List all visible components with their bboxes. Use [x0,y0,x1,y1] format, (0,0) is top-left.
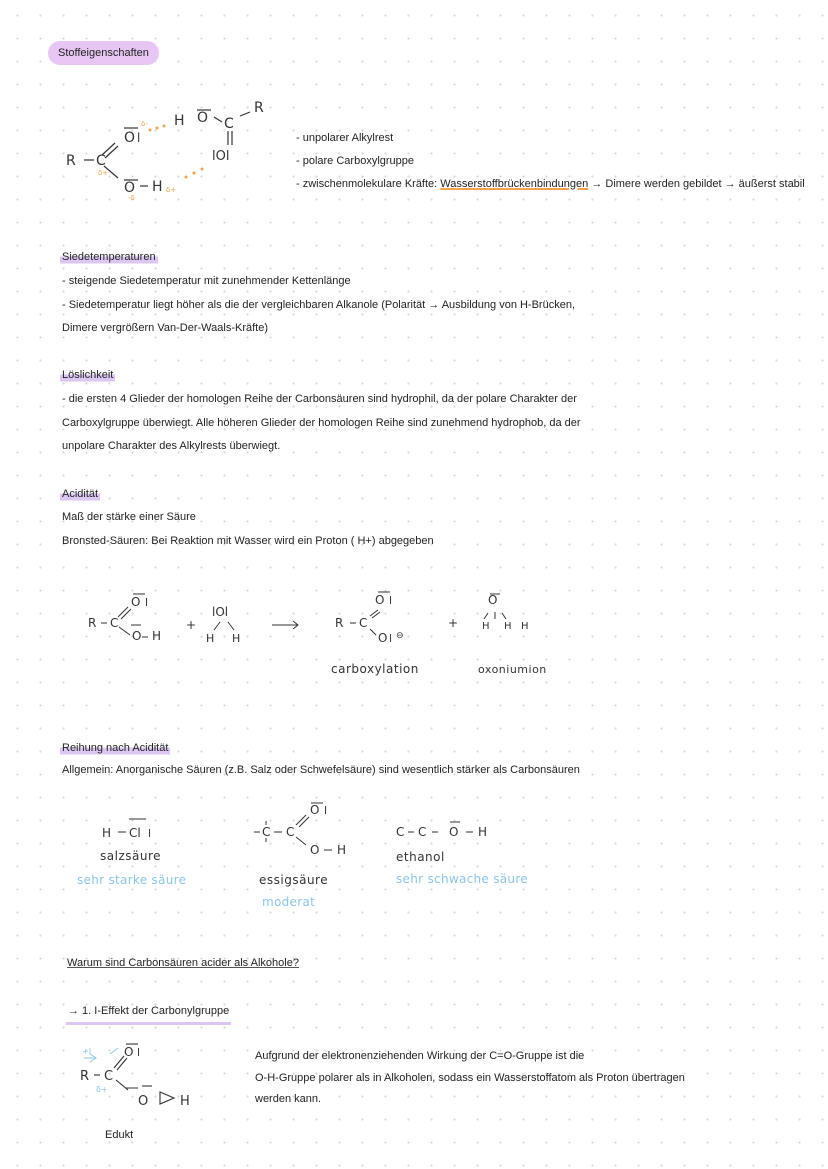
loes-heading: Löslichkeit [62,369,114,381]
warum-question: Warum sind Carbonsäuren acider als Alkohole? [67,957,299,969]
reihung-heading: Reihung nach Acidität [62,742,169,754]
svg-text:C: C [110,616,119,630]
siede-line-1: - steigende Siedetemperatur mit zunehmender Kettenlänge [62,275,351,287]
svg-text:C: C [286,825,295,839]
svg-text:l: l [148,827,152,840]
svg-text:O: O [124,130,136,146]
svg-text:l: l [137,1046,141,1059]
svg-text:O: O [310,843,320,857]
forces-keyword: Wasserstoffbrückenbindungen [440,178,589,190]
svg-text:lOl: lOl [212,605,229,619]
svg-text:O: O [138,1094,149,1109]
siede-line-3: Dimere vergrößern Van-Der-Waals-Kräfte) [62,322,268,334]
loes-line-3: unpolare Charakter des Alkylrests überwiegt. [62,440,281,452]
loes-line-1: - die ersten 4 Glieder der homologen Reihe der Carbonsäuren sind hydrophil, da der polare Charakter der [62,393,577,405]
svg-text:C: C [396,825,405,839]
acid-reaction-equation [0,580,828,660]
svg-text:O: O [449,825,459,839]
svg-text:H: H [337,843,347,857]
svg-text:C: C [262,825,271,839]
warum-text-2: O-H-Gruppe polarer als in Alkoholen, sodass ein Wasserstoffatom als Proton übertragen [255,1072,685,1084]
carboxylation-label: carboxylation [331,662,419,676]
essig-note: moderat [262,895,316,909]
hcl-name: salzsäure [100,849,162,863]
edukt-label: Edukt [105,1129,134,1141]
svg-text:O: O [131,595,141,609]
bullet-forces [296,177,821,191]
svg-text:H: H [504,621,512,632]
bullet-carboxyl: - polare Carboxylgruppe [296,155,415,167]
svg-text:l: l [324,804,328,817]
svg-text:lOl: lOl [212,149,230,164]
svg-text:O: O [378,631,388,645]
svg-text:+: + [186,618,197,632]
svg-text:l: l [389,594,393,607]
svg-text:C: C [104,1069,114,1084]
svg-text:R: R [254,100,264,116]
acid-heading: Acidität [62,488,99,500]
svg-text:H: H [232,632,241,645]
forces-prefix: - zwischenmolekulare Kräfte: [296,178,441,190]
svg-text:H: H [152,179,163,195]
siede-line-2: - Siedetemperatur liegt höher als die der vergleichbaren Alkanole (Polarität → Ausbildung von H-Brücken, [62,299,576,311]
svg-text:l: l [145,596,149,609]
svg-text:R: R [335,616,344,630]
svg-text:C: C [418,825,427,839]
svg-text:O: O [375,593,385,607]
svg-text:δ+: δ+ [166,186,177,194]
svg-text:+I: +I [82,1047,92,1056]
point-1-heading: → 1. I-Effekt der Carbonylgruppe [66,1004,231,1025]
svg-text:H: H [152,629,162,643]
oxoniumion-label: oxoniumion [478,663,547,676]
acid-line-1: Maß der stärke einer Säure [62,511,196,523]
reihung-line: Allgemein: Anorganische Säuren (z.B. Salz oder Schwefelsäure) sind wesentlich stärker als Carbonsäuren [62,764,580,776]
ethanol-name: ethanol [396,850,445,864]
svg-text:l: l [137,131,141,145]
svg-text:δ+: δ+ [98,169,109,177]
svg-text:H: H [521,621,529,632]
svg-text:O: O [124,180,136,196]
svg-text:H: H [174,113,185,129]
warum-text-1: Aufgrund der elektronenziehenden Wirkung der C=O-Gruppe ist die [255,1050,585,1062]
ethanol-note: sehr schwache säure [396,872,528,886]
svg-text:C: C [96,153,106,169]
svg-text:O: O [197,110,209,126]
svg-text:δ-: δ- [141,120,148,128]
hcl-note: sehr starke säure [77,873,187,887]
essig-name: essigsäure [259,873,329,887]
svg-text:O: O [124,1045,134,1059]
siede-heading: Siedetemperaturen [62,251,156,263]
acid-line-2: Bronsted-Säuren: Bei Reaktion mit Wasser wird ein Proton ( H+) abgegeben [62,535,434,547]
warum-text-3: werden kann. [255,1093,322,1105]
forces-suffix: → Dimere werden gebildet → äußerst stabil [588,178,805,190]
svg-text:O: O [132,629,142,643]
svg-text:Cl: Cl [129,826,141,840]
page-title: Stoffeigenschaften [48,41,159,65]
svg-text:H: H [180,1094,190,1109]
svg-text:l: l [389,632,393,645]
svg-text:⊖: ⊖ [396,631,404,641]
svg-text:-δ: -δ [128,194,135,202]
edukt-structure [0,1040,260,1120]
svg-text:δ+: δ+ [96,1085,108,1094]
svg-text:C: C [224,116,234,132]
svg-text:R: R [88,616,97,630]
loes-line-2: Carboxylgruppe überwiegt. Alle höheren Glieder der homologen Reihe sind zunehmend hydrophob, da der [62,417,581,429]
svg-text:+: + [448,616,459,630]
svg-text:R: R [80,1069,90,1084]
bullet-alkyl: - unpolarer Alkylrest [296,132,394,144]
svg-text:H: H [102,826,112,840]
svg-text:H: H [478,825,488,839]
svg-text:H: H [482,621,490,632]
svg-text:O: O [310,803,320,817]
svg-text:C: C [359,616,368,630]
svg-text:R: R [66,153,76,169]
svg-text:O: O [488,593,498,607]
svg-text:H: H [206,632,215,645]
